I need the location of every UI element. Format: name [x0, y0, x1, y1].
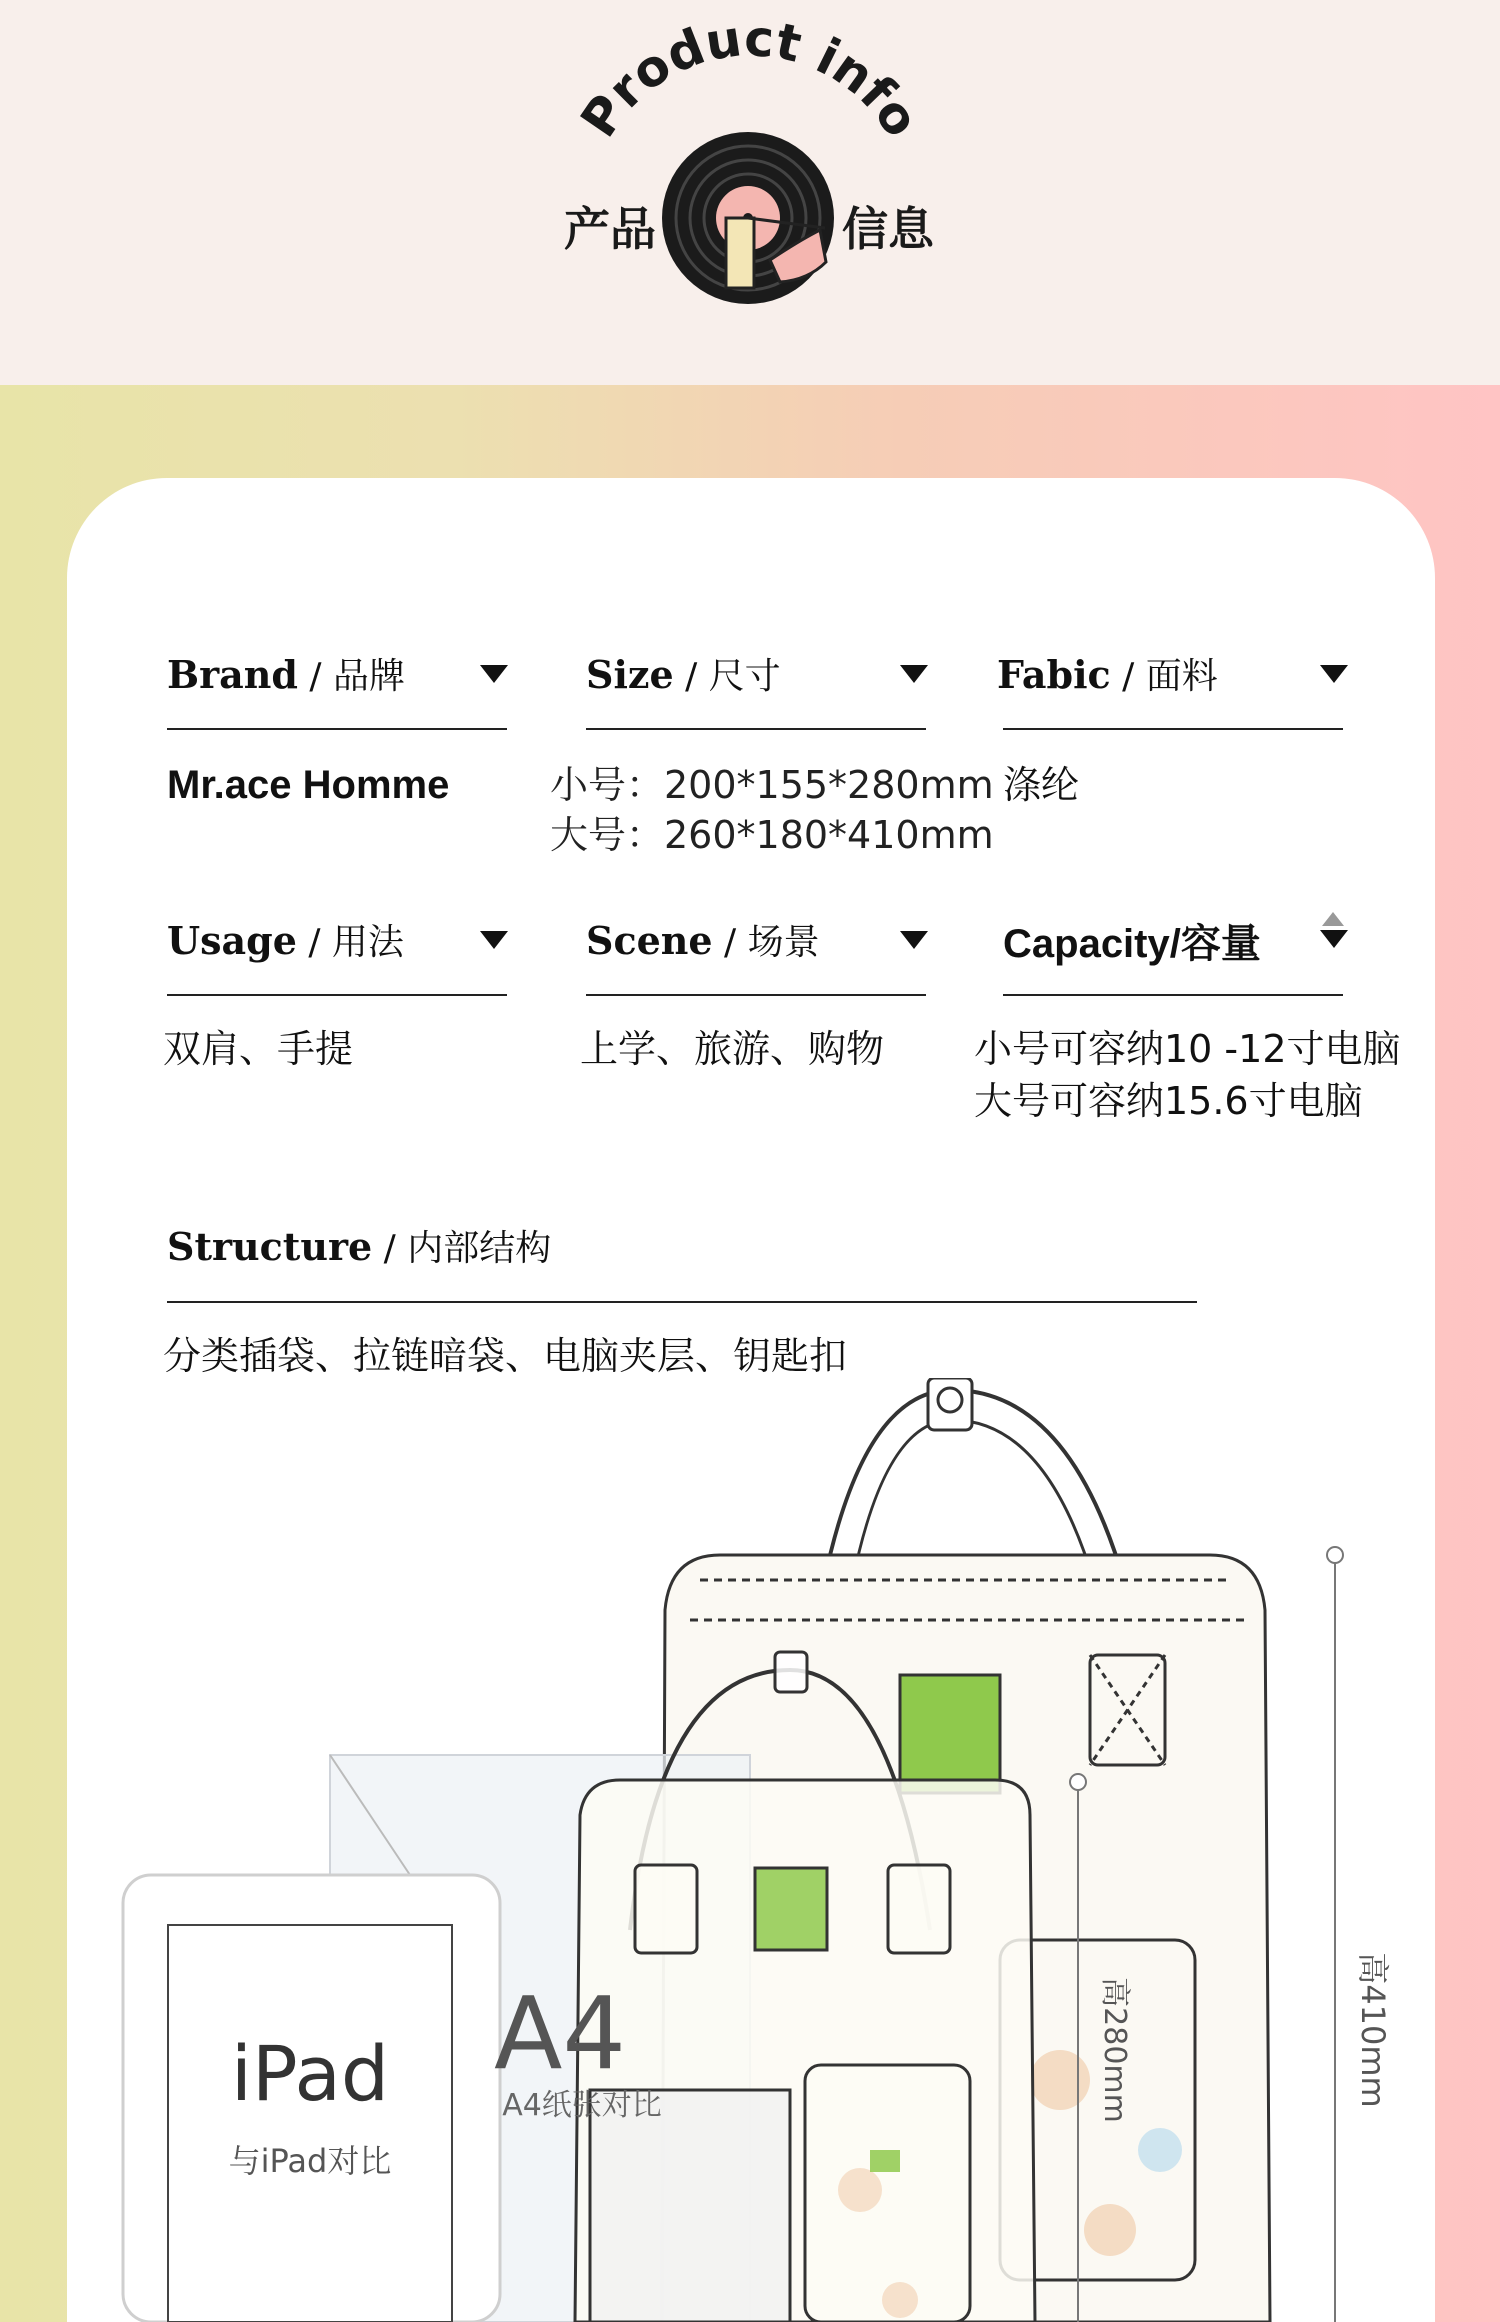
dropdown-arrow-icon[interactable]	[900, 665, 928, 683]
spec-label-usage: Usage / 用法	[167, 918, 404, 963]
dropdown-arrow-icon[interactable]	[480, 665, 508, 683]
vinyl-record-icon	[662, 132, 834, 304]
spec-value-size-small: 小号：200*155*280mm	[550, 763, 994, 807]
divider	[167, 728, 507, 730]
spec-value-fabric: 涤纶	[1003, 763, 1080, 807]
dropdown-arrow-icon[interactable]	[900, 931, 928, 949]
height-dimension-large	[1327, 1547, 1343, 2322]
height-label-small: 高280mm	[1097, 1977, 1132, 2123]
dropdown-arrow-icon[interactable]	[480, 931, 508, 949]
spec-value-capacity-large: 大号可容纳15.6寸电脑	[974, 1079, 1363, 1123]
divider	[167, 1301, 1197, 1303]
spec-value-usage: 双肩、手提	[163, 1027, 354, 1071]
sort-up-icon[interactable]	[1322, 912, 1344, 926]
spec-value-scene: 上学、旅游、购物	[580, 1027, 885, 1071]
title-left: 产品	[564, 202, 656, 256]
spec-label-size: Size / 尺寸	[586, 652, 781, 697]
ipad-caption: 与iPad对比	[228, 2142, 392, 2180]
height-label-large: 高410mm	[1354, 1952, 1392, 2108]
curved-title: Product info	[569, 9, 931, 148]
spec-label-brand: Brand / 品牌	[167, 652, 405, 697]
spec-label-structure: Structure / 内部结构	[167, 1224, 552, 1269]
spec-label-fabric: Fabic / 面料	[997, 652, 1218, 697]
spec-value-size-large: 大号：260*180*410mm	[550, 813, 994, 857]
divider	[167, 994, 507, 996]
divider	[586, 728, 926, 730]
spec-label-capacity: Capacity/容量	[1003, 922, 1261, 966]
svg-text:Product info	[570, 9, 931, 147]
size-comparison-illustration	[0, 1378, 1500, 2322]
spec-label-scene: Scene / 场景	[586, 918, 820, 963]
header-section	[0, 0, 1500, 385]
ipad-label: iPad	[230, 2029, 390, 2118]
title-right: 信息	[842, 202, 934, 256]
divider	[1003, 994, 1343, 996]
spec-value-brand: Mr.ace Homme	[167, 763, 450, 807]
a4-caption: A4纸张对比	[502, 2088, 662, 2123]
a4-label: A4	[493, 1975, 627, 2092]
spec-value-structure: 分类插袋、拉链暗袋、电脑夹层、钥匙扣	[163, 1334, 848, 1378]
spec-value-capacity-small: 小号可容纳10 -12寸电脑	[974, 1027, 1401, 1071]
divider	[586, 994, 926, 996]
dropdown-arrow-icon[interactable]	[1320, 930, 1348, 948]
dropdown-arrow-icon[interactable]	[1320, 665, 1348, 683]
divider	[1003, 728, 1343, 730]
product-info-emblem	[0, 0, 1500, 385]
